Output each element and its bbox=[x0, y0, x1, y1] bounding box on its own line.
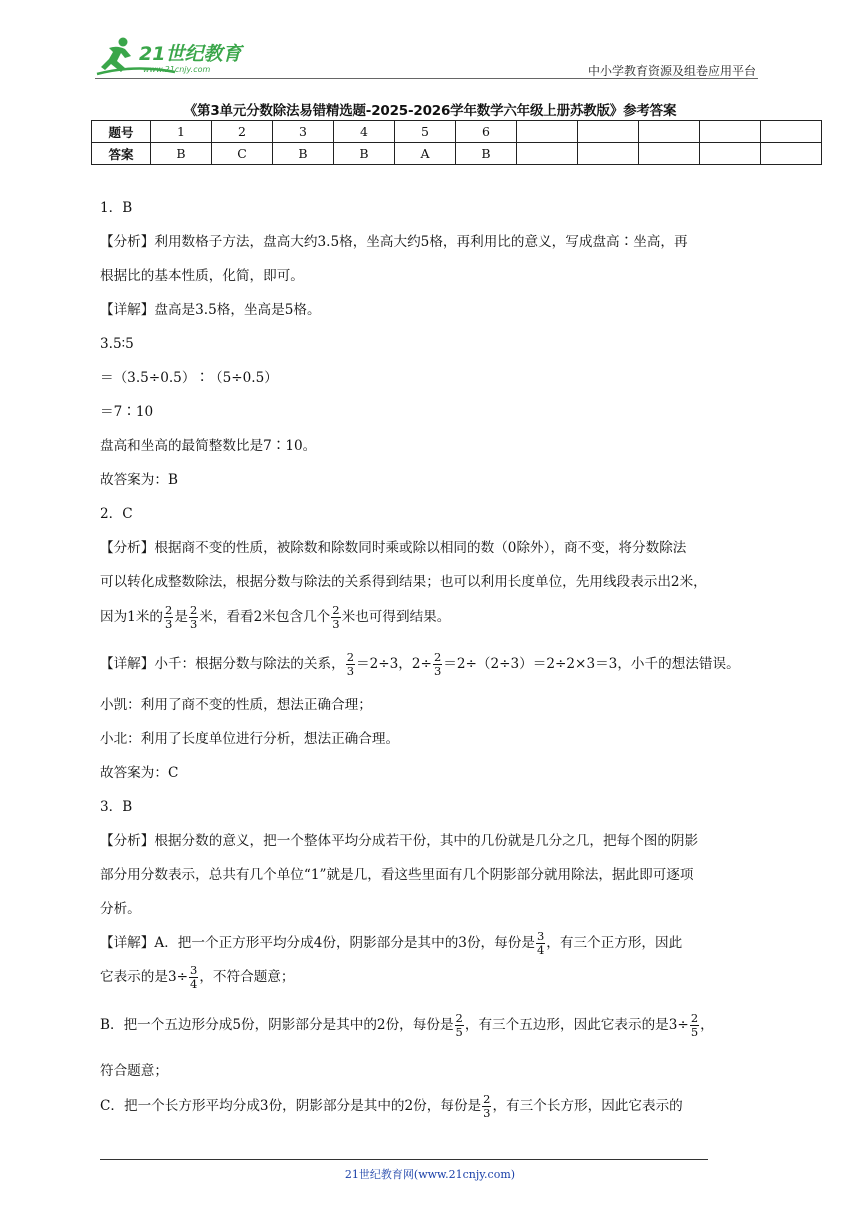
fraction bbox=[482, 1093, 491, 1120]
fraction bbox=[455, 1012, 464, 1039]
fraction-denominator: 4 bbox=[536, 943, 545, 957]
text-run: ， bbox=[700, 1017, 714, 1033]
fraction-denominator: 3 bbox=[332, 617, 340, 631]
page-header bbox=[95, 34, 758, 80]
table-cell bbox=[700, 121, 761, 143]
fraction-denominator: 3 bbox=[483, 1106, 491, 1120]
text-run: 米，看看2米包含几个 bbox=[199, 609, 331, 625]
fraction bbox=[189, 964, 198, 991]
page-footer: 21世纪教育网(www.21cnjy.com) bbox=[344, 1168, 516, 1181]
table-cell: 6 bbox=[456, 121, 517, 143]
fraction-denominator: 5 bbox=[455, 1025, 463, 1039]
fraction-numerator: 2 bbox=[189, 603, 198, 617]
fraction-numerator: 3 bbox=[190, 963, 198, 977]
q3-analysis-line2: 部分用分数表示，总共有几个单位“1”就是几，看这些里面有几个阴影部分就用除法，据此即可逐项 bbox=[100, 867, 694, 883]
fraction-denominator: 4 bbox=[190, 977, 198, 991]
logo bbox=[95, 34, 265, 78]
q1-heading: 1．B bbox=[100, 200, 133, 216]
table-cell: 5 bbox=[395, 121, 456, 143]
q1-detail: 【详解】盘高是3.5格，坐高是5格。 bbox=[100, 302, 321, 318]
fraction bbox=[331, 604, 340, 631]
q1-final-answer: 故答案为：B bbox=[100, 472, 178, 488]
text-run: C．把一个长方形平均分成3份，阴影部分是其中的2份，每份是 bbox=[100, 1098, 482, 1114]
table-cell: B bbox=[456, 143, 517, 165]
fraction-numerator: 2 bbox=[346, 650, 355, 664]
fraction-numerator: 2 bbox=[483, 1092, 491, 1106]
q2-xiaobei: 小北：利用了长度单位进行分析，想法正确合理。 bbox=[100, 731, 400, 747]
document-title: 《第3单元分数除法易错精选题-2025-2026学年数学六年级上册苏教版》参考答案 bbox=[183, 103, 677, 119]
fraction-denominator: 3 bbox=[433, 664, 442, 678]
text-run: 是 bbox=[174, 609, 188, 625]
q3-detail-c-line1 bbox=[100, 1091, 765, 1121]
text-run: ，有三个长方形，因此它表示的 bbox=[492, 1098, 683, 1114]
text-run: ，有三个正方形，因此 bbox=[546, 935, 683, 951]
answer-table bbox=[91, 120, 822, 165]
q2-analysis-line3 bbox=[100, 602, 765, 632]
q2-analysis-line1: 【分析】根据商不变的性质，被除数和除数同时乘或除以相同的数（0除外），商不变，将分数除法 bbox=[100, 540, 687, 556]
logo-text: 21世纪教育 bbox=[139, 43, 242, 65]
table-cell: 2 bbox=[212, 121, 273, 143]
text-run: ，有三个五边形，因此它表示的是3÷ bbox=[464, 1017, 689, 1033]
table-cell bbox=[761, 121, 822, 143]
fraction-numerator: 2 bbox=[455, 1011, 463, 1025]
text-run: 它表示的是3÷ bbox=[100, 969, 189, 985]
q1-step3: ＝7∶10 bbox=[100, 404, 154, 420]
table-cell: 1 bbox=[151, 121, 212, 143]
table-cell bbox=[517, 121, 578, 143]
q1-conclusion: 盘高和坐高的最简整数比是7∶10。 bbox=[100, 438, 317, 454]
fraction bbox=[164, 604, 173, 631]
platform-name: 中小学教育资源及组卷应用平台 bbox=[587, 64, 756, 78]
table-cell: 4 bbox=[334, 121, 395, 143]
fraction bbox=[189, 604, 198, 631]
table-cell: A bbox=[395, 143, 456, 165]
question-number-row bbox=[92, 121, 822, 143]
q2-detail bbox=[100, 649, 765, 679]
table-cell bbox=[639, 143, 700, 165]
q3-heading: 3．B bbox=[100, 799, 133, 815]
row-label-number: 题号 bbox=[92, 121, 151, 143]
table-cell bbox=[700, 143, 761, 165]
q2-heading: 2．C bbox=[100, 506, 133, 522]
table-cell: C bbox=[212, 143, 273, 165]
table-cell bbox=[761, 143, 822, 165]
table-cell: 3 bbox=[273, 121, 334, 143]
q3-detail-b-line2: 符合题意； bbox=[100, 1063, 168, 1079]
q1-step1: 3.5∶5 bbox=[100, 336, 134, 352]
fraction bbox=[536, 930, 545, 957]
q1-analysis-line1: 【分析】利用数格子方法，盘高大约3.5格，坐高大约5格，再利用比的意义，写成盘高∶坐高，再 bbox=[100, 234, 688, 250]
q1-step2: ＝（3.5÷0.5）∶（5÷0.5） bbox=[100, 370, 278, 386]
table-cell: B bbox=[151, 143, 212, 165]
text-run: 【详解】小千：根据分数与除法的关系， bbox=[100, 656, 345, 672]
fraction-denominator: 3 bbox=[165, 617, 173, 631]
text-run: 因为1米的 bbox=[100, 609, 164, 625]
text-run: ＝2÷（2÷3）＝2÷2×3＝3，小千的想法错误。 bbox=[443, 656, 740, 672]
text-run: B．把一个五边形分成5份，阴影部分是其中的2份，每份是 bbox=[100, 1017, 454, 1033]
q2-analysis-line2: 可以转化成整数除法，根据分数与除法的关系得到结果；也可以利用长度单位，先用线段表示出2米， bbox=[100, 574, 707, 590]
text-run: 【详解】A．把一个正方形平均分成4份，阴影部分是其中的3份，每份是 bbox=[100, 935, 535, 951]
table-cell bbox=[578, 121, 639, 143]
q3-detail-a-line1 bbox=[100, 928, 765, 958]
q1-analysis-line2: 根据比的基本性质，化简，即可。 bbox=[100, 268, 304, 284]
row-label-answer: 答案 bbox=[92, 143, 151, 165]
fraction bbox=[346, 651, 355, 678]
fraction bbox=[690, 1012, 699, 1039]
logo-runner-icon bbox=[95, 34, 265, 78]
fraction-denominator: 5 bbox=[690, 1025, 699, 1039]
table-cell: B bbox=[334, 143, 395, 165]
q2-xiaokai: 小凯：利用了商不变的性质，想法正确合理； bbox=[100, 697, 372, 713]
text-run: ，不符合题意； bbox=[199, 969, 295, 985]
fraction-denominator: 3 bbox=[189, 617, 198, 631]
table-cell bbox=[517, 143, 578, 165]
fraction-numerator: 2 bbox=[165, 603, 173, 617]
q3-detail-b-line1 bbox=[100, 1010, 765, 1040]
footer-divider bbox=[100, 1159, 708, 1160]
q3-analysis-line3: 分析。 bbox=[100, 901, 141, 917]
table-cell bbox=[578, 143, 639, 165]
fraction-denominator: 3 bbox=[346, 664, 355, 678]
table-cell: B bbox=[273, 143, 334, 165]
logo-url: www.21cnjy.com bbox=[143, 65, 211, 74]
fraction-numerator: 3 bbox=[536, 929, 545, 943]
fraction-numerator: 2 bbox=[332, 603, 340, 617]
header-divider bbox=[95, 78, 758, 79]
q2-final-answer: 故答案为：C bbox=[100, 765, 179, 781]
answer-row bbox=[92, 143, 822, 165]
fraction-numerator: 2 bbox=[433, 650, 442, 664]
text-run: 米也可得到结果。 bbox=[341, 609, 451, 625]
text-run: ＝2÷3，2÷ bbox=[356, 656, 432, 672]
q3-detail-a-line2 bbox=[100, 962, 765, 992]
fraction bbox=[433, 651, 442, 678]
fraction-numerator: 2 bbox=[690, 1011, 699, 1025]
table-cell bbox=[639, 121, 700, 143]
q3-analysis-line1: 【分析】根据分数的意义，把一个整体平均分成若干份，其中的几份就是几分之几，把每个图的阴影 bbox=[100, 833, 699, 849]
